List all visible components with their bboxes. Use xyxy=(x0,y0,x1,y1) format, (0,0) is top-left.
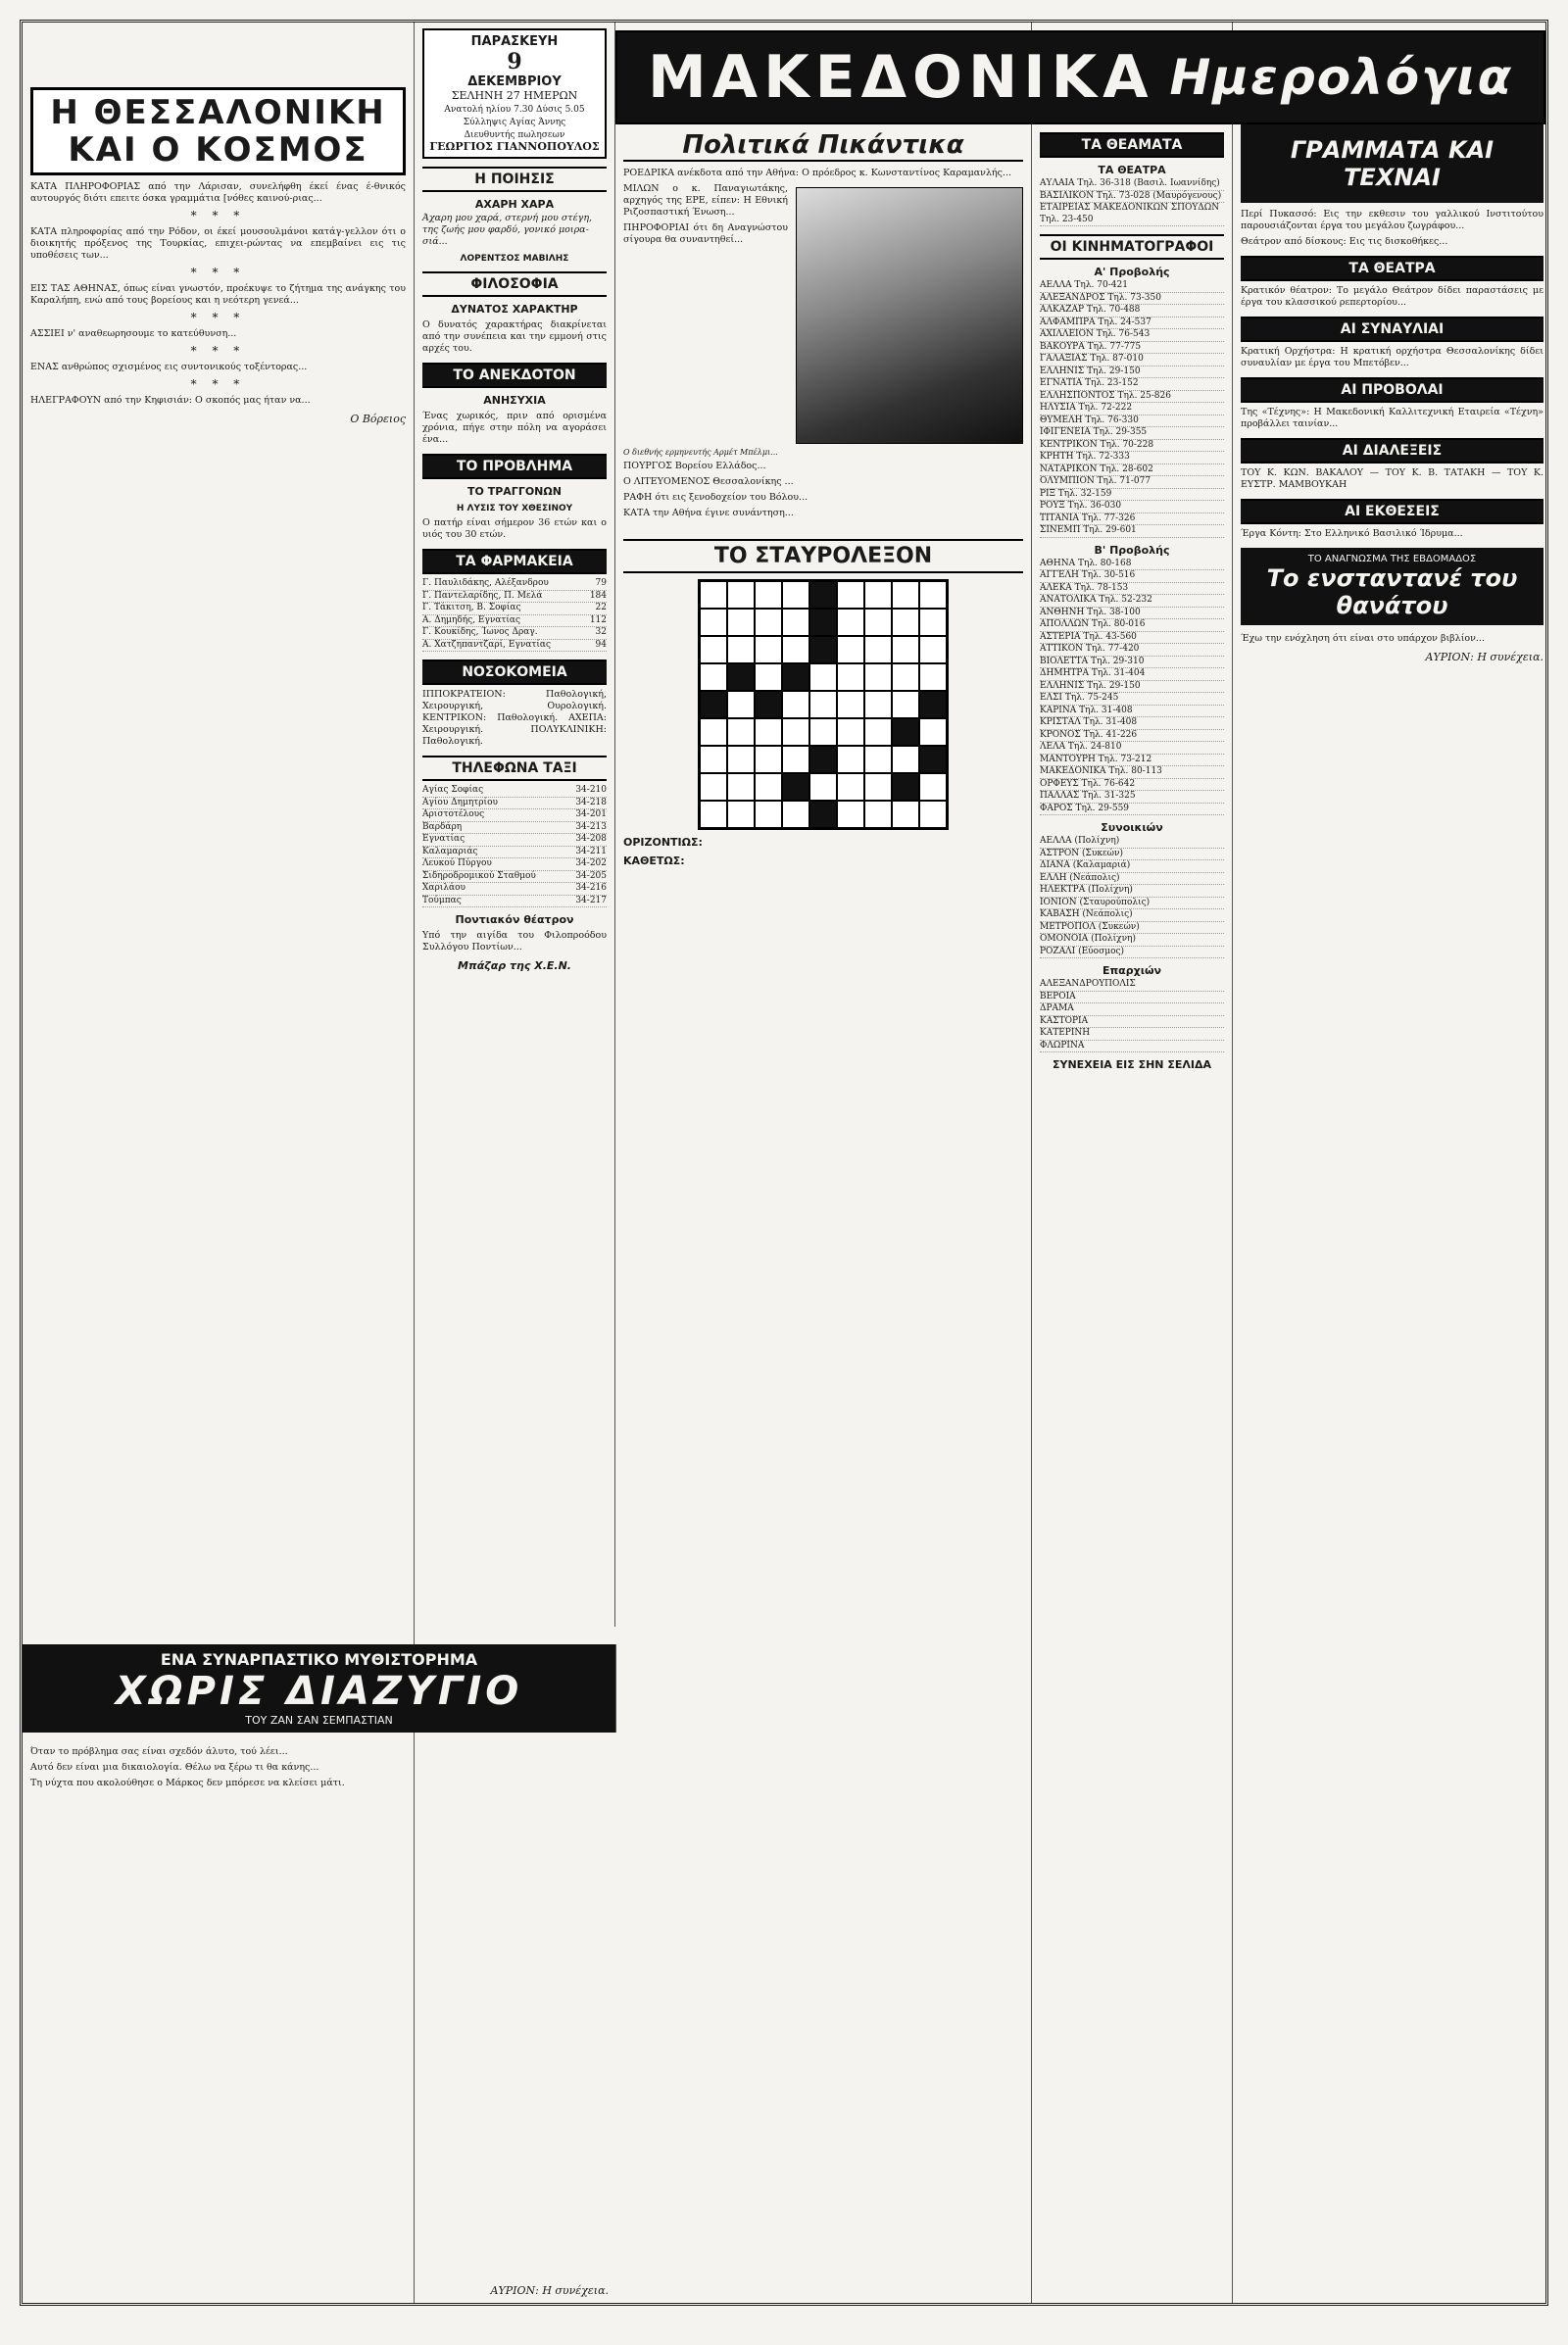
taxi-name: Τούμπας xyxy=(422,895,462,905)
lectures-head: ΑΙ ΔΙΑΛΕΞΕΙΣ xyxy=(1241,438,1544,464)
cinema-item: ΝΑΤΑΡΙΚΟΝ Τηλ. 28-602 xyxy=(1040,464,1224,477)
paragraph: Έργα Κόντη: Στο Ελληνικό Βασιλικό Ίδρυμα... xyxy=(1241,528,1463,539)
paragraph: Κρατικόν θέατρον: Το μεγάλο Θεάτρον δίδει παραστάσεις με έργα του κλασσικού ρεπερτορίου... xyxy=(1241,285,1544,308)
crossword-cell xyxy=(892,746,919,773)
poetry-body: Άχαρη μου χαρά, στερνή μου στέγη, της ζωής μου φαρδύ, γονικό μοιρα-σιά... xyxy=(422,213,593,247)
paragraph: ΗΛΕΓΡΑΦΟΥΝ από την Κηφισιάν: Ο σκοπός μας ήταν να... xyxy=(30,395,311,406)
crossword-cell xyxy=(919,801,947,828)
saint-info: Σύλληψις Αγίας Άννης xyxy=(463,118,566,127)
cinema-item: ΕΓΝΑΤΙΑ Τηλ. 23-152 xyxy=(1040,378,1224,391)
crossword-cell xyxy=(755,609,782,636)
crossword-cell xyxy=(727,746,755,773)
anecdote-title: ΑΝΗΣΥΧΙΑ xyxy=(483,394,546,407)
suburb-cinema-item: ΑΣΤΡΟΝ (Συκεών) xyxy=(1040,849,1224,861)
pontic-foot: Μπάζαρ της Χ.Ε.Ν. xyxy=(458,959,571,972)
pharmacy-name: Γ. Παυλιδάκης, Αλέξανδρου xyxy=(422,578,549,588)
pontic-body: Υπό την αιγίδα του Φιλοπροόδου Συλλόγου Ποντίων... xyxy=(422,930,607,953)
crossword-cell xyxy=(809,636,837,663)
pharmacy-number: 112 xyxy=(589,614,607,625)
cinema-item: ΟΡΦΕΥΣ Τηλ. 76-642 xyxy=(1040,779,1224,792)
crossword-cell xyxy=(700,636,727,663)
novel-banner xyxy=(23,1644,616,1733)
cinema-sub1: Α' Προβολής xyxy=(1094,266,1170,278)
paragraph: Αυτό δεν είναι μια δικαιολογία. Θέλω να ξέρω τι θα κάνης... xyxy=(30,1762,319,1773)
crossword-cell xyxy=(864,801,892,828)
taxi-name: Βαρδάρη xyxy=(422,821,463,832)
taxi-number: 34-216 xyxy=(575,883,607,893)
novel-label: ΕΝΑ ΣΥΝΑΡΠΑΣΤΙΚΟ ΜΥΘΙΣΤΟΡΗΜΑ xyxy=(160,1650,478,1669)
paragraph: ΜΙΛΩΝ ο κ. Παναγιωτάκης, αρχηγός της ΕΡΕ, είπεν: Η Εθνική Ριζοσπαστική Ένωση... xyxy=(623,183,788,218)
solution-body: Ο πατήρ είναι σήμερον 36 ετών και ο υιός του 30 ετών. xyxy=(422,517,607,540)
crossword-cell xyxy=(727,718,755,746)
crossword-cell xyxy=(892,663,919,691)
cinema-item: ΚΡΙΣΤΑΛ Τηλ. 31-408 xyxy=(1040,717,1224,730)
crossword-cell xyxy=(700,718,727,746)
cinema-item: ΛΕΛΑ Τηλ. 24-810 xyxy=(1040,742,1224,755)
provinces-head: Επαρχιών xyxy=(1102,964,1162,977)
cinema-item: ΘΥΜΕΛΗ Τηλ. 76-330 xyxy=(1040,415,1224,428)
crossword-cell xyxy=(919,746,947,773)
anecdote-head: ΤΟ ΑΝΕΚΔΟΤΟΝ xyxy=(422,363,607,388)
cinema-item: ΑΧΙΛΛΕΙΟΝ Τηλ. 76-543 xyxy=(1040,329,1224,342)
cinema-item: ΚΑΡΙΝΑ Τηλ. 31-408 xyxy=(1040,706,1224,718)
crossword-cell xyxy=(837,636,864,663)
taxi-number: 34-213 xyxy=(575,821,607,832)
pharmacies-list xyxy=(422,578,607,652)
poetry-head: Η ΠΟΙΗΣΙΣ xyxy=(422,167,607,192)
day-number: 9 xyxy=(507,49,522,74)
crossword-cell xyxy=(892,691,919,718)
taxi-number: 34-202 xyxy=(575,858,607,868)
province-item: ΚΑΤΕΡΙΝΗ xyxy=(1040,1028,1224,1041)
crossword-cell xyxy=(700,691,727,718)
cinema-item: ΑΕΛΛΑ Τηλ. 70-421 xyxy=(1040,280,1224,293)
taxi-number: 34-218 xyxy=(575,797,607,807)
suburbs-list xyxy=(1040,836,1224,958)
crossword-cell xyxy=(809,718,837,746)
info-column xyxy=(415,23,615,1627)
cinema-item: ΑΘΗΝΑ Τηλ. 80-168 xyxy=(1040,559,1224,571)
pontic-head: Ποντιακόν θέατρον xyxy=(455,913,574,926)
taxis-list xyxy=(422,785,607,907)
taxi-name: Αριστοτέλους xyxy=(422,809,485,819)
crossword-cell xyxy=(864,718,892,746)
suburb-cinema-item: ΕΛΛΗ (Νεάπολις) xyxy=(1040,873,1224,886)
taxi-name: Εγνατίας xyxy=(422,834,466,844)
paragraph: Θεάτρον από δίσκους: Εις τις δισκοθήκες... xyxy=(1241,236,1448,247)
cinema-item: ΣΙΝΕΜΠ Τηλ. 29-601 xyxy=(1040,525,1224,538)
philosophy-title: ΔΥΝΑΤΟΣ ΧΑΡΑΚΤΗΡ xyxy=(451,303,578,316)
theatre-item: ΑΥΛΑΙΑ Τηλ. 36-318 (Βασιλ. Ιωαννίδης) xyxy=(1040,178,1224,191)
cinema-item: ΕΛΛΗΝΙΣ Τηλ. 29-150 xyxy=(1040,681,1224,694)
crossword-cell xyxy=(919,636,947,663)
cinema-item: ΚΡΗΤΗ Τηλ. 72-333 xyxy=(1040,452,1224,464)
crossword-cell xyxy=(727,663,755,691)
taxi-number: 34-210 xyxy=(575,785,607,795)
cinema-item: ΗΛΥΣΙΑ Τηλ. 72-222 xyxy=(1040,403,1224,415)
crossword-cell xyxy=(755,801,782,828)
cinema-item: ΓΑΛΑΞΙΑΣ Τηλ. 87-010 xyxy=(1040,354,1224,366)
cinema1-list xyxy=(1040,280,1224,538)
philosophy-body: Ο δυνατός χαρακτήρας διακρίνεται από την συνέπεια και την εμμονή στις αρχές του. xyxy=(422,319,607,354)
signature: Ο Βόρειος xyxy=(350,413,406,425)
exhibitions-head: ΑΙ ΕΚΘΕΣΕΙΣ xyxy=(1241,499,1544,524)
crossword-cell xyxy=(864,663,892,691)
crossword-cell xyxy=(727,801,755,828)
paragraph: ΠΗΡΟΦΟΡΙΑΙ ότι δη Αναγνώστου σίγουρα θα συναντηθεί... xyxy=(623,222,788,245)
theatres-foot: ΣΥΝΕΧΕΙΑ ΕΙΣ ΣΗΝ ΣΕΛΙΔΑ xyxy=(1053,1058,1211,1071)
cinema-item: ΟΛΥΜΠΙΟΝ Τηλ. 71-077 xyxy=(1040,476,1224,489)
problem-title: ΤΟ ΤΡΑΓΓΟΝΩΝ xyxy=(467,485,562,498)
province-item: ΔΡΑΜΑ xyxy=(1040,1003,1224,1016)
crossword-cell xyxy=(782,609,809,636)
theatres-sub: ΤΑ ΘΕΑΤΡΑ xyxy=(1098,164,1166,176)
paragraph: ΠΟΥΡΓΟΣ Βορείου Ελλάδος... xyxy=(623,461,766,471)
crossword-cell xyxy=(919,581,947,609)
cinema-item: ΠΑΛΛΑΣ Τηλ. 31-325 xyxy=(1040,791,1224,804)
weekly-title: Το ενσταντανέ του θανάτου xyxy=(1266,564,1518,619)
crossword-across: ΟΡΙΖΟΝΤΙΩΣ: xyxy=(623,836,703,849)
taxi-row xyxy=(422,847,607,859)
taxi-name: Χαριλάου xyxy=(422,883,466,893)
letters-theatre-head: ΤΑ ΘΕΑΤΡΑ xyxy=(1241,256,1544,281)
taxi-row xyxy=(422,834,607,847)
cinema-item: ΡΟΥΞ Τηλ. 36-030 xyxy=(1040,501,1224,513)
crossword-cell xyxy=(782,746,809,773)
sun-info: Ανατολή ηλίου 7.30 Δύσις 5.05 xyxy=(444,105,585,115)
crossword-cell xyxy=(755,773,782,801)
cinema-item: ΒΙΟΛΕΤΤΑ Τηλ. 29-310 xyxy=(1040,657,1224,669)
projections-head: ΑΙ ΠΡΟΒΟΛΑΙ xyxy=(1241,377,1544,403)
crossword-cell xyxy=(837,746,864,773)
pharmacy-name: Γ. Παντελαρίδης, Π. Μελά xyxy=(422,590,543,601)
paragraph: ΤΟΥ Κ. ΚΩΝ. ΒΑΚΑΛΟΥ — ΤΟΥ Κ. Β. ΤΑΤΑΚΗ — ΤΟΥ Κ. ΕΥΣΤΡ. ΜΑΜΒΟΥΚΑΗ xyxy=(1241,467,1544,490)
taxi-number: 34-205 xyxy=(575,870,607,881)
crossword-cell xyxy=(809,581,837,609)
crossword-cell xyxy=(727,691,755,718)
pharmacy-row xyxy=(422,640,607,653)
crossword-cell xyxy=(700,609,727,636)
paragraph: Τη νύχτα που ακολούθησε ο Μάρκος δεν μπόρεσε να κλείσει μάτι. xyxy=(30,1778,345,1788)
crossword-cell xyxy=(809,663,837,691)
hospitals-head: ΝΟΣΟΚΟΜΕΙΑ xyxy=(422,660,607,685)
crossword-cell xyxy=(837,609,864,636)
pharmacy-row xyxy=(422,615,607,628)
suburb-cinema-item: ΜΕΤΡΟΠΟΛ (Συκεών) xyxy=(1040,922,1224,935)
hospitals-body: ΙΠΠΟΚΡΑΤΕΙΟΝ: Παθολογική, Χειρουργική, Ουρολογική. ΚΕΝΤΡΙΚΟΝ: Παθολογική. ΑΧΕΠΑ: Χειρουργική. ΠΟΛΥΚΛΙΝΙΚΗ: Παθολογική. xyxy=(422,689,607,747)
cinema-item: ΑΛΦΑΜΠΡΑ Τηλ. 24-537 xyxy=(1040,318,1224,330)
crossword-cell xyxy=(864,609,892,636)
suburbs-head: Συνοικιών xyxy=(1101,821,1163,834)
crossword-cell xyxy=(919,773,947,801)
crossword-cell xyxy=(837,801,864,828)
banner-main: ΜΑΚΕΔΟΝΙΚΑ xyxy=(647,43,1154,112)
thessaloniki-column: Η ΘΕΣΣΑΛΟΝΙΚΗ ΚΑΙ Ο ΚΟΣΜΟΣ ΚΑΤΑ ΠΛΗΡΟΦΟΡΙΑΣ από την Λάρισαν, συνελήφθη έκεί ένας έ-θνικός αυτουργός διότι επειτε όσκα γραμμάτια [νόθες καινού-ριας... * * * ΚΑΤΑ πληροφορίας από την Ρόδον, οι έκεί μουσουλμάνοι κατάγ-γελλον ότι ο διοικητής πρόξενος της Τουρκίας, επιχει-ρώντας να επεμβαίνει εις τις υποθέσεις των... * * * ΕΙΣ ΤΑΣ ΑΘΗΝΑΣ, όπως είναι γνωστόν, προέκυψε το ζήτημα της ανάγκης του Καραλήπη, ενώ από τους βορείους και η νεότερη γενεά... * * * ΑΣΣΙΕΙ ν' αναθεωρησουμε το κατεύθυνση... * * * ΕΝΑΣ ανθρώπος σχισμένος εις συντονικούς τοξέντορας... * * * ΗΛΕΓΡΑΦΟΥΝ από την Κηφισιάν: Ο σκοπός μας ήταν να... Ο Βόρειος xyxy=(23,23,415,2303)
crossword-cell xyxy=(864,773,892,801)
crossword-cell xyxy=(809,609,837,636)
banner-sub: Ημερολόγια xyxy=(1169,49,1514,106)
cinema-item: ΦΑΡΟΣ Τηλ. 29-559 xyxy=(1040,804,1224,816)
taxi-row xyxy=(422,798,607,810)
cinema-item: ΤΙΤΑΝΙΑ Τηλ. 77-326 xyxy=(1040,513,1224,526)
director-label: Διευθυντής πωλησεων xyxy=(464,130,565,140)
pharmacy-row xyxy=(422,603,607,615)
paragraph: ΕΙΣ ΤΑΣ ΑΘΗΝΑΣ, όπως είναι γνωστόν, προέκυψε το ζήτημα της ανάγκης του Καραλήπη, ενώ από τους βορείους και η νεότερη γενεά... xyxy=(30,283,406,306)
cinema-item: ΑΓΓΕΛΗ Τηλ. 30-516 xyxy=(1040,570,1224,583)
paragraph: ΚΑΤΑ πληροφορίας από την Ρόδον, οι έκεί μουσουλμάνοι κατάγ-γελλον ότι ο διοικητής πρόξενος της Τουρκίας, επιχει-ρώντας να επεμβαίνει εις τις υποθέσεις των... xyxy=(30,226,406,261)
concerts-head: ΑΙ ΣΥΝΑΥΛΙΑΙ xyxy=(1241,317,1544,342)
pharmacy-number: 79 xyxy=(595,578,607,588)
pharmacy-name: Γ. Τάκιτση, Β. Σοφίας xyxy=(422,603,521,612)
crossword-cell xyxy=(782,636,809,663)
crossword-down: ΚΑΘΕΤΩΣ: xyxy=(623,855,685,867)
crossword-cell xyxy=(755,636,782,663)
crossword-cell xyxy=(727,636,755,663)
taxi-name: Αγίου Δημητρίου xyxy=(422,797,498,807)
makedonika-banner xyxy=(615,30,1545,124)
problem-head: ΤΟ ΠΡΟΒΛΗΜΑ xyxy=(422,454,607,479)
crossword-cell xyxy=(782,663,809,691)
cinema-head: ΟΙ ΚΙΝΗΜΑΤΟΓΡΑΦΟΙ xyxy=(1040,234,1224,260)
cinema-item: ΙΦΙΓΕΝΕΙΑ Τηλ. 29-355 xyxy=(1040,427,1224,440)
crossword-cell xyxy=(864,581,892,609)
letters-column xyxy=(1233,23,1548,2303)
cinema-item: ΑΣΤΕΡΙΑ Τηλ. 43-560 xyxy=(1040,632,1224,645)
provinces-list xyxy=(1040,979,1224,1052)
paragraph: ΚΑΤΑ ΠΛΗΡΟΦΟΡΙΑΣ από την Λάρισαν, συνελήφθη έκεί ένας έ-θνικός αυτουργός διότι επειτε όσκα γραμμάτια [νόθες καινού-ριας... xyxy=(30,181,406,204)
paragraph: ΑΣΣΙΕΙ ν' αναθεωρησουμε το κατεύθυνση... xyxy=(30,328,237,339)
cinema-item: ΕΛΣΙ Τηλ. 75-245 xyxy=(1040,693,1224,706)
province-item: ΦΛΩΡΙΝΑ xyxy=(1040,1041,1224,1053)
crossword-cell xyxy=(837,663,864,691)
taxi-name: Αγίας Σοφίας xyxy=(422,785,484,795)
crossword-cell xyxy=(837,691,864,718)
crossword-cell xyxy=(782,581,809,609)
suburb-cinema-item: ΑΕΛΛΑ (Πολίχνη) xyxy=(1040,836,1224,849)
province-item: ΑΛΕΞΑΝΔΡΟΥΠΟΛΙΣ xyxy=(1040,979,1224,992)
pharmacy-row xyxy=(422,591,607,604)
crossword-cell xyxy=(837,581,864,609)
taxi-row xyxy=(422,809,607,822)
crossword-cell xyxy=(892,636,919,663)
crossword-cell xyxy=(782,718,809,746)
cinema-item: ΑΝΑΤΟΛΙΚΑ Τηλ. 52-232 xyxy=(1040,595,1224,608)
crossword-cell xyxy=(782,801,809,828)
weekly-label: ΤΟ ΑΝΑΓΝΩΣΜΑ ΤΗΣ ΕΒΔΟΜΑΔΟΣ xyxy=(1307,554,1477,564)
crossword-cell xyxy=(782,773,809,801)
weekly-foot: ΑΥΡΙΟΝ: Η συνέχεια. xyxy=(1425,651,1544,663)
crossword-cell xyxy=(700,773,727,801)
theatre-item: ΒΑΣΙΛΙΚΟΝ Τηλ. 73-028 (Μαυρόγενους) xyxy=(1040,191,1224,204)
pharmacy-number: 184 xyxy=(589,590,607,601)
taxi-row xyxy=(422,785,607,798)
poetry-title: ΑΧΑΡΗ ΧΑΡΑ xyxy=(474,198,555,211)
taxi-row xyxy=(422,871,607,884)
paragraph: Κρατική Ορχήστρα: Η κρατική ορχήστρα Θεσσαλονίκης δίδει συναυλίαν με έργα του Μπετόβεν... xyxy=(1241,346,1544,368)
thessaloniki-title: Η ΘΕΣΣΑΛΟΝΙΚΗ ΚΑΙ Ο ΚΟΣΜΟΣ xyxy=(30,87,406,175)
taxi-number: 34-201 xyxy=(575,809,607,819)
photo-caption: Ο διεθνής ερμηνευτής Αρμέτ Μπέλμι... xyxy=(623,448,778,457)
taxi-number: 34-217 xyxy=(575,895,607,905)
crossword-cell xyxy=(727,773,755,801)
paragraph: Ο ΛΙΤΕΥΟΜΕΝΟΣ Θεσσαλονίκης ... xyxy=(623,476,794,487)
novel-foot: ΑΥΡΙΟΝ: Η συνέχεια. xyxy=(490,2284,609,2297)
taxi-row xyxy=(422,822,607,835)
crossword-cell xyxy=(892,609,919,636)
cinema-item: ΜΑΝΤΟΥΡΗ Τηλ. 73-212 xyxy=(1040,755,1224,767)
suburb-cinema-item: ΚΑΒΑΣΗ (Νεάπολις) xyxy=(1040,909,1224,922)
paragraph: Περί Πυκασσό: Εις την εκθεσιν του γαλλικού Ινστιτούτου παρουσιάζονται έργα του μεγάλου ζωγράφου... xyxy=(1241,209,1544,231)
crossword-cell xyxy=(727,581,755,609)
crossword-cell xyxy=(837,773,864,801)
politics-title: Πολιτικά Πικάντικα xyxy=(623,130,1023,162)
cinema-item: ΑΛΕΚΑ Τηλ. 78-153 xyxy=(1040,583,1224,596)
newspaper-page xyxy=(20,20,1548,2306)
crossword-cell xyxy=(809,746,837,773)
cinema2-list xyxy=(1040,559,1224,816)
taxi-number: 34-211 xyxy=(575,846,607,856)
theatre-item: ΕΤΑΙΡΕΙΑΣ ΜΑΚΕΔΟΝΙΚΩΝ ΣΠΟΥΔΩΝ Τηλ. 23-450 xyxy=(1040,203,1224,226)
solution-head: Η ΛΥΣΙΣ ΤΟΥ ΧΘΕΣΙΝΟΥ xyxy=(456,504,573,513)
taxi-row xyxy=(422,858,607,871)
crossword-cell xyxy=(864,746,892,773)
crossword-cell xyxy=(755,663,782,691)
taxi-row xyxy=(422,896,607,908)
crossword-grid xyxy=(698,579,949,830)
crossword-section xyxy=(623,539,1023,867)
cinema-item: ΑΤΤΙΚΟΝ Τηλ. 77-420 xyxy=(1040,644,1224,657)
politics-column xyxy=(615,23,1032,2303)
crossword-cell xyxy=(809,773,837,801)
taxi-number: 34-208 xyxy=(575,834,607,844)
crossword-cell xyxy=(755,581,782,609)
suburb-cinema-item: ΗΛΕΚΤΡΑ (Πολίχνη) xyxy=(1040,885,1224,898)
crossword-cell xyxy=(919,609,947,636)
paragraph: ΕΝΑΣ ανθρώπος σχισμένος εις συντονικούς τοξέντορας... xyxy=(30,362,308,372)
crossword-cell xyxy=(837,718,864,746)
cinema-sub2: Β' Προβολής xyxy=(1094,543,1170,557)
cinema-item: ΜΑΚΕΔΟΝΙΚΑ Τηλ. 80-113 xyxy=(1040,766,1224,779)
paragraph: ΡΟΕΔΡΙΚΑ ανέκδοτα από την Αθήνα: Ο πρόεδρος κ. Κωνσταντίνος Καραμανλής... xyxy=(623,168,1012,178)
anecdote-body: Ένας χωρικός, πριν από ορισμένα χρόνια, πήγε στην πόλη να αγοράσει ένα... xyxy=(422,411,607,445)
suburb-cinema-item: ΟΜΟΝΟΙΑ (Πολίχνη) xyxy=(1040,934,1224,947)
crossword-cell xyxy=(892,773,919,801)
theatres-column xyxy=(1032,23,1233,2303)
cinema-item: ΡΙΞ Τηλ. 32-159 xyxy=(1040,489,1224,502)
novel-author: ΤΟΥ ΖΑΝ ΣΑΝ ΣΕΜΠΑΣΤΙΑΝ xyxy=(245,1714,393,1727)
crossword-cell xyxy=(864,636,892,663)
pharmacy-number: 94 xyxy=(595,639,607,650)
crossword-cell xyxy=(755,718,782,746)
cinema-item: ΕΛΛΗΝΙΣ Τηλ. 29-150 xyxy=(1040,366,1224,379)
paragraph: ΚΑΤΑ την Αθήνα έγινε συνάντηση... xyxy=(623,508,794,518)
theatres-head: ΤΑ ΘΕΑΜΑΤΑ xyxy=(1040,132,1224,158)
theatre-list xyxy=(1040,178,1224,226)
crossword-cell xyxy=(892,801,919,828)
suburb-cinema-item: ΔΙΑΝΑ (Καλαμαριά) xyxy=(1040,860,1224,873)
portrait-photo xyxy=(796,187,1023,444)
crossword-title: ΤΟ ΣΤΑΥΡΟΛΕΞΟΝ xyxy=(623,539,1023,573)
pharmacy-number: 32 xyxy=(595,627,607,637)
paragraph: ΡΑΦΗ ότι εις ξενοδοχείον του Βόλου... xyxy=(623,492,808,503)
month-name: ΔΕΚΕΜΒΡΙΟΥ xyxy=(467,74,562,89)
cinema-item: ΔΗΜΗΤΡΑ Τηλ. 31-404 xyxy=(1040,668,1224,681)
crossword-cell xyxy=(809,691,837,718)
crossword-cell xyxy=(892,718,919,746)
paragraph: Της «Τέχνης»: Η Μακεδονική Καλλιτεχνική Εταιρεία «Τέχνη» προβάλλει ταινίαν... xyxy=(1241,407,1544,429)
crossword-cell xyxy=(919,663,947,691)
province-item: ΒΕΡΟΙΑ xyxy=(1040,992,1224,1004)
day-name: ΠΑΡΑΣΚΕΥΗ xyxy=(470,34,559,49)
crossword-cell xyxy=(755,746,782,773)
crossword-cell xyxy=(864,691,892,718)
crossword-cell xyxy=(919,691,947,718)
crossword-cell xyxy=(892,581,919,609)
crossword-cell xyxy=(700,663,727,691)
cinema-item: ΑΛΚΑΖΑΡ Τηλ. 70-488 xyxy=(1040,305,1224,318)
philosophy-head: ΦΙΛΟΣΟΦΙΑ xyxy=(422,271,607,297)
pharmacy-name: Γ. Κουκίδης, Ίωνος Δραγ. xyxy=(422,627,538,637)
suburb-cinema-item: ΡΟΖΑΛΙ (Εύοσμος) xyxy=(1040,947,1224,959)
pharmacies-head: ΤΑ ΦΑΡΜΑΚΕΙΑ xyxy=(422,549,607,574)
paragraph: Όταν το πρόβλημα σας είναι σχεδόν άλυτο, τού λέει... xyxy=(30,1746,288,1757)
crossword-cell xyxy=(700,746,727,773)
pharmacy-row xyxy=(422,578,607,591)
cinema-item: ΑΝΘΗΝΗ Τηλ. 38-100 xyxy=(1040,608,1224,620)
crossword-cell xyxy=(755,691,782,718)
crossword-cell xyxy=(727,609,755,636)
date-box xyxy=(422,28,607,159)
crossword-cell xyxy=(809,801,837,828)
taxi-name: Καλαμαριάς xyxy=(422,846,478,856)
crossword-cell xyxy=(700,801,727,828)
pharmacy-name: Α. Χατζηπαντζαρί, Εγνατίας xyxy=(422,639,552,650)
cinema-item: ΒΑΚΟΥΡΑ Τηλ. 77-775 xyxy=(1040,342,1224,355)
cinema-item: ΑΛΕΞΑΝΔΡΟΣ Τηλ. 73-350 xyxy=(1040,293,1224,306)
cinema-item: ΕΛΛΗΣΠΟΝΤΟΣ Τηλ. 25-826 xyxy=(1040,391,1224,404)
novel-text xyxy=(30,1742,609,1793)
pharmacy-row xyxy=(422,627,607,640)
suburb-cinema-item: ΙΟΝΙΟΝ (Σταυρούπολις) xyxy=(1040,898,1224,910)
cinema-item: ΚΕΝΤΡΙΚΟΝ Τηλ. 70-228 xyxy=(1040,440,1224,453)
paragraph: Έχω την ενόχληση ότι είναι στο υπάρχον βιβλίον... xyxy=(1241,633,1485,644)
pharmacy-name: Α. Δημηδής, Εγνατίας xyxy=(422,614,521,625)
crossword-cell xyxy=(919,718,947,746)
taxi-name: Λευκού Πύργου xyxy=(422,858,492,868)
taxi-name: Σιδηροδρομικού Σταθμού xyxy=(422,870,536,881)
letters-banner: ΓΡΑΜΜΑΤΑ ΚΑΙ ΤΕΧΝΑΙ xyxy=(1241,124,1544,203)
weekly-reading xyxy=(1241,548,1544,625)
cinema-item: ΑΠΟΛΛΩΝ Τηλ. 80-016 xyxy=(1040,619,1224,632)
moon-info: ΣΕΛΗΝΗ 27 ΗΜΕΡΩΝ xyxy=(451,89,578,102)
poetry-author: ΛΟΡΕΝΤΣΟΣ ΜΑΒΙΛΗΣ xyxy=(460,254,569,264)
crossword-cell xyxy=(782,691,809,718)
taxi-row xyxy=(422,883,607,896)
cinema-item: ΚΡΟΝΟΣ Τηλ. 41-226 xyxy=(1040,730,1224,743)
pharmacy-number: 22 xyxy=(595,603,607,612)
novel-title: ΧΩΡΙΣ ΔΙΑΖΥΓΙΟ xyxy=(115,1669,523,1714)
crossword-cell xyxy=(700,581,727,609)
taxis-head: ΤΗΛΕΦΩΝΑ ΤΑΞΙ xyxy=(422,756,607,781)
province-item: ΚΑΣΤΟΡΙΑ xyxy=(1040,1016,1224,1029)
director-name: ΓΕΩΡΓΙΟΣ ΓΙΑΝΝΟΠΟΥΛΟΣ xyxy=(429,140,600,153)
